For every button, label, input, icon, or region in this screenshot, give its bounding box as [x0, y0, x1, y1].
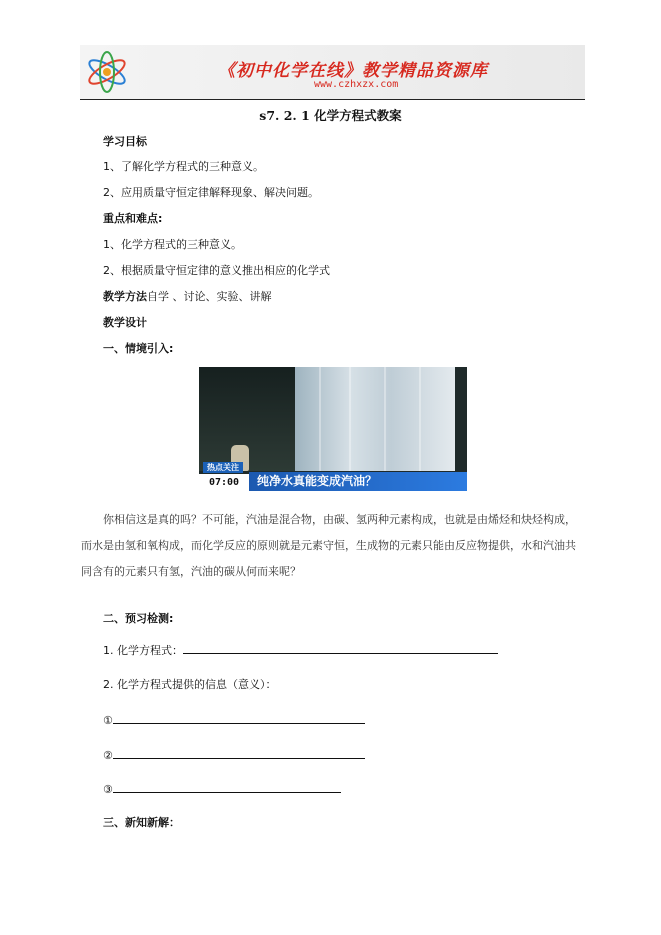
document-title: s7. 2. 1 化学方程式教案: [259, 108, 402, 123]
atom-logo-icon: [84, 50, 130, 94]
keypoint-item: 1、化学方程式的三种意义。: [103, 238, 242, 251]
objective-item: 1、了解化学方程式的三种意义。: [103, 160, 264, 173]
news-tag: 热点关注: [203, 462, 243, 473]
method-label: 教学方法: [103, 290, 147, 303]
question-2: 2. 化学方程式提供的信息（意义）：: [103, 678, 277, 691]
intro-paragraph: 你相信这是真的吗？不可能，汽油是混合物，由碳、氢两种元素构成，也就是由烯烃和炔烃构成，而水是由氢和氧构成，而化学反应的原则就是元素守恒，生成物的元素只能由反应物提供，水和汽油共同含有的元素只有氢，汽油的碳从何而来呢？: [81, 513, 576, 578]
answer-blank[interactable]: [113, 746, 365, 759]
answer-blank[interactable]: [113, 711, 365, 724]
blank-marker: ③: [103, 783, 113, 796]
blank-marker: ①: [103, 714, 113, 727]
method-line: [103, 288, 272, 304]
design-heading: 教学设计: [103, 316, 147, 329]
blank-line-2: [103, 746, 365, 762]
section3-heading: 三、新知新解：: [103, 816, 180, 829]
news-time: 07:00: [199, 474, 249, 491]
answer-blank[interactable]: [113, 780, 341, 793]
question-1-label: 1. 化学方程式：: [103, 644, 183, 657]
section1-heading: 一、情境引入:: [103, 342, 174, 355]
objective-item: 2、应用质量守恒定律解释现象、解决问题。: [103, 186, 319, 199]
header-divider: [80, 99, 585, 100]
news-image: [199, 367, 467, 491]
objectives-heading: 学习目标: [103, 135, 147, 148]
method-text: 自学 、讨论、实验、讲解: [147, 290, 272, 303]
keypoint-item: 2、根据质量守恒定律的意义推出相应的化学式: [103, 264, 330, 277]
section2-heading: 二、预习检测:: [103, 612, 174, 625]
blank-marker: ②: [103, 749, 113, 762]
news-caption: 纯净水真能变成汽油？: [249, 472, 467, 491]
keypoints-heading: 重点和难点:: [103, 212, 163, 225]
question-1: [103, 641, 498, 658]
banner-url[interactable]: www.czhxzx.com: [314, 79, 399, 90]
answer-blank[interactable]: [183, 641, 498, 654]
banner-title: 《初中化学在线》教学精品资源库: [218, 61, 488, 81]
blank-line-3: [103, 780, 341, 796]
blank-line-1: [103, 711, 365, 727]
